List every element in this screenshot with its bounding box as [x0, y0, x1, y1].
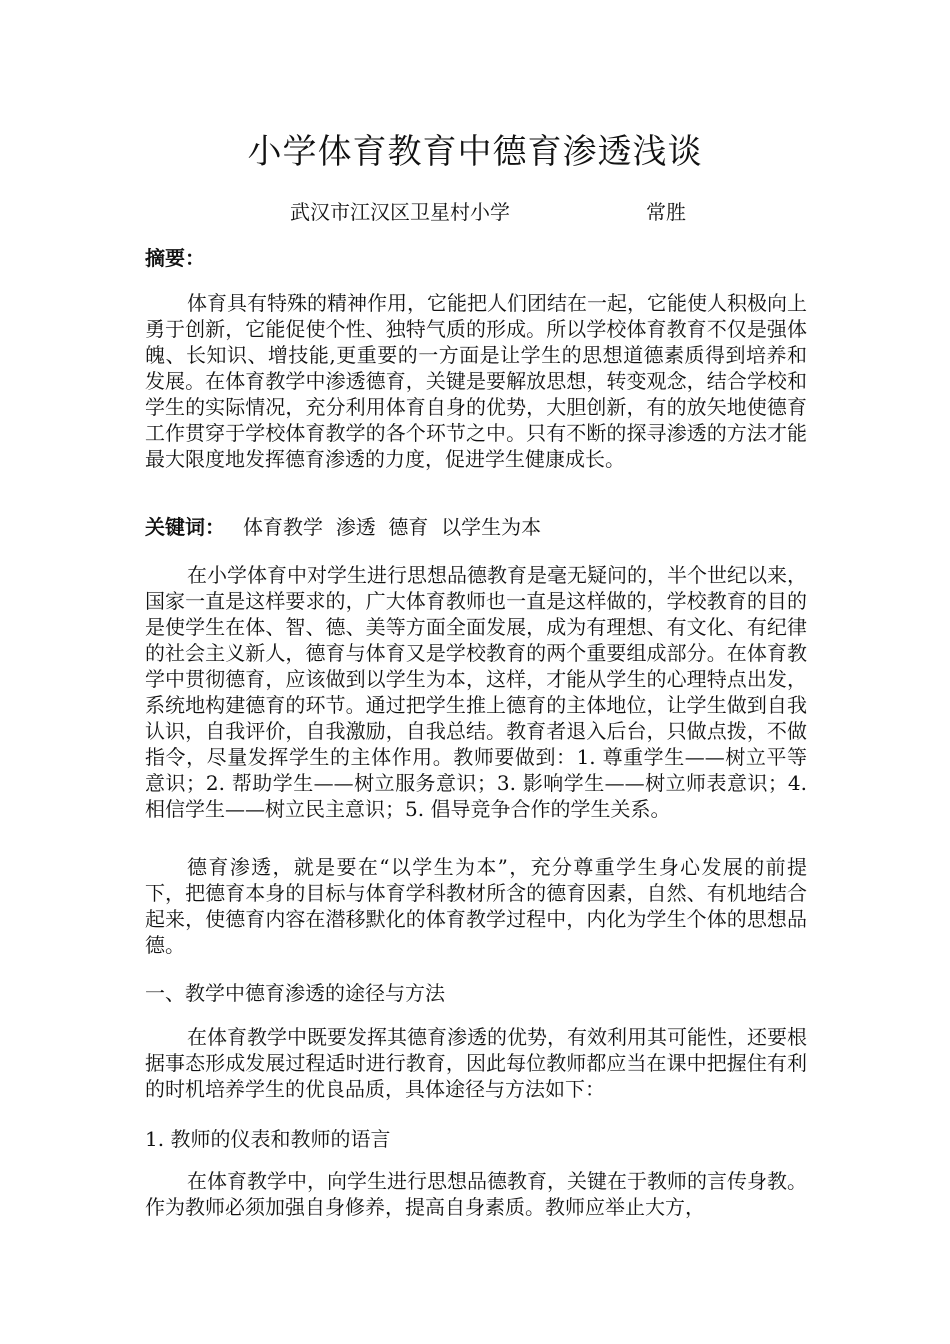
abstract-label: 摘要：: [145, 246, 205, 270]
abstract-block: [145, 290, 807, 472]
paragraph-2: 德育渗透，就是要在“以学生为本”，充分尊重学生身心发展的前提下，把德育本身的目标与体育学科教材所含的德育因素，自然、有机地结合起来，使德育内容在潜移默化的体育教学过程中，内化为学生个体的思想品德。: [145, 855, 807, 957]
keywords-list: 体育教学 渗透 德育 以学生为本: [243, 515, 542, 539]
byline: [0, 198, 950, 226]
paragraph-1-block: [145, 562, 807, 822]
abstract-text: 体育具有特殊的精神作用，它能把人们团结在一起，它能使人积极向上勇于创新，它能促使个性、独特气质的形成。所以学校体育教育不仅是强体魄、长知识、增技能,更重要的一方面是让学生的思想道德素质得到培养和发展。在体育教学中渗透德育，关键是要解放思想，转变观念，结合学校和学生的实际情况，充分利用体育自身的优势，大胆创新，有的放矢地使德育工作贯穿于学校体育教学的各个环节之中。只有不断的探寻渗透的方法才能最大限度地发挥德育渗透的力度，促进学生健康成长。: [145, 291, 807, 471]
keywords-label: 关键词：: [145, 515, 225, 539]
paragraph-1: 在小学体育中对学生进行思想品德教育是毫无疑问的，半个世纪以来，国家一直是这样要求的，广大体育教师也一直是这样做的，学校教育的目的是使学生在体、智、德、美等方面全面发展，成为有理想、有文化、有纪律的社会主义新人，德育与体育又是学校教育的两个重要组成部分。在体育教学中贯彻德育，应该做到以学生为本，这样，才能从学生的心理特点出发，系统地构建德育的环节。通过把学生推上德育的主体地位，让学生做到自我认识，自我评价，自我激励，自我总结。教育者退入后台，只做点拨，不做指令，尽量发挥学生的主体作用。教师要做到：1. 尊重学生——树立平等意识；2. 帮助学生——树立服务意识；3. 影响学生——树立师表意识；4. 相信学生——树立民主意识；5. 倡导竞争合作的学生关系。: [145, 563, 807, 821]
school-name: 武汉市江汉区卫星村小学: [290, 200, 510, 224]
subsection-1-heading-block: [145, 1126, 807, 1152]
keywords-block: [145, 514, 807, 540]
section-1-heading-block: [145, 980, 807, 1006]
abstract-label-block: [145, 245, 807, 271]
paragraph-4-block: [145, 1168, 807, 1220]
paragraph-3-block: [145, 1024, 807, 1102]
document-title: 小学体育教育中德育渗透浅谈: [247, 132, 703, 172]
paragraph-4: 在体育教学中，向学生进行思想品德教育，关键在于教师的言传身教。作为教师必须加强自身修养，提高自身素质。教师应举止大方，: [145, 1169, 807, 1219]
section-1-heading: 一、教学中德育渗透的途径与方法: [145, 981, 445, 1005]
paragraph-3: 在体育教学中既要发挥其德育渗透的优势，有效利用其可能性，还要根据事态形成发展过程适时进行教育，因此每位教师都应当在课中把握住有利的时机培养学生的优良品质，具体途径与方法如下：: [145, 1025, 807, 1101]
paragraph-2-block: [145, 854, 807, 958]
subsection-1-heading: 1. 教师的仪表和教师的语言: [145, 1127, 391, 1151]
author-name: 常胜: [646, 200, 686, 224]
